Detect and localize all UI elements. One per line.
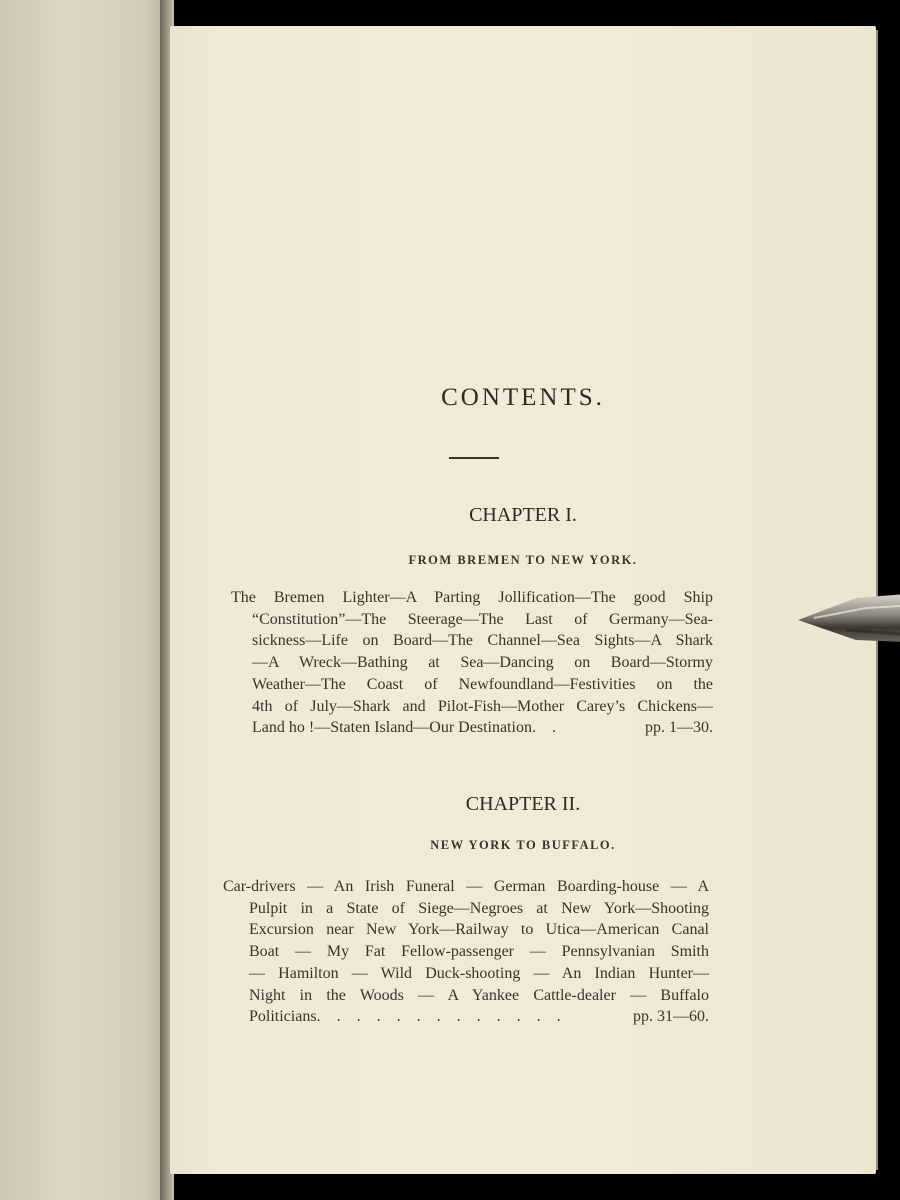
chapter-2-subtitle: NEW YORK TO BUFFALO. <box>430 838 616 852</box>
chapter-2-line: Car-drivers — An Irish Funeral — German Boarding-house — A <box>223 878 709 895</box>
chapter-1-summary <box>231 587 713 739</box>
chapter-1-leader: . . <box>531 719 562 737</box>
chapter-1-line: “Constitution”—The Steerage—The Last of Germany—Sea- <box>252 610 713 628</box>
chapter-1-last-text: Land ho !—Staten Island—Our Destination <box>252 719 532 737</box>
contents-title: CONTENTS. <box>441 384 605 411</box>
chapter-2-summary <box>223 876 709 1028</box>
chapter-2-leader: . . . . . . . . . . . . . <box>316 1008 567 1026</box>
chapter-1-last-line <box>252 717 713 739</box>
pen-tip-icon <box>796 590 900 646</box>
chapter-2-line: — Hamilton — Wild Duck-shooting — An Indian Hunter— <box>249 964 709 982</box>
chapter-2-line: Night in the Woods — A Yankee Cattle-dealer — Buffalo <box>249 986 709 1004</box>
contents-page <box>170 26 876 1174</box>
chapter-2-line: Pulpit in a State of Siege—Negroes at New York—Shooting <box>249 899 709 917</box>
chapter-1-pages: pp. 1—30. <box>645 719 713 737</box>
chapter-1-subtitle: FROM BREMEN TO NEW YORK. <box>408 553 638 567</box>
left-page <box>0 0 168 1200</box>
chapter-2-pages: pp. 31—60. <box>633 1008 709 1026</box>
chapter-1-line: 4th of July—Shark and Pilot-Fish—Mother Carey’s Chickens— <box>252 697 713 715</box>
chapter-2-last-line <box>249 1006 709 1028</box>
chapter-1-heading: CHAPTER I. <box>469 504 577 526</box>
chapter-1-line: —A Wreck—Bathing at Sea—Dancing on Board—Stormy <box>252 654 713 672</box>
chapter-1-line: sickness—Life on Board—The Channel—Sea Sights—A Shark <box>252 632 713 650</box>
chapter-2-line: Excursion near New York—Railway to Utica—American Canal <box>249 921 709 939</box>
title-rule <box>449 457 499 459</box>
chapter-2-heading: CHAPTER II. <box>465 793 581 815</box>
chapter-1-line: Weather—The Coast of Newfoundland—Festivities on the <box>252 675 713 693</box>
chapter-1-line: The Bremen Lighter—A Parting Jollification—The good Ship <box>231 589 713 606</box>
chapter-2-line: Boat — My Fat Fellow-passenger — Pennsylvanian Smith <box>249 943 709 961</box>
chapter-2-last-text: Politicians <box>249 1008 317 1026</box>
